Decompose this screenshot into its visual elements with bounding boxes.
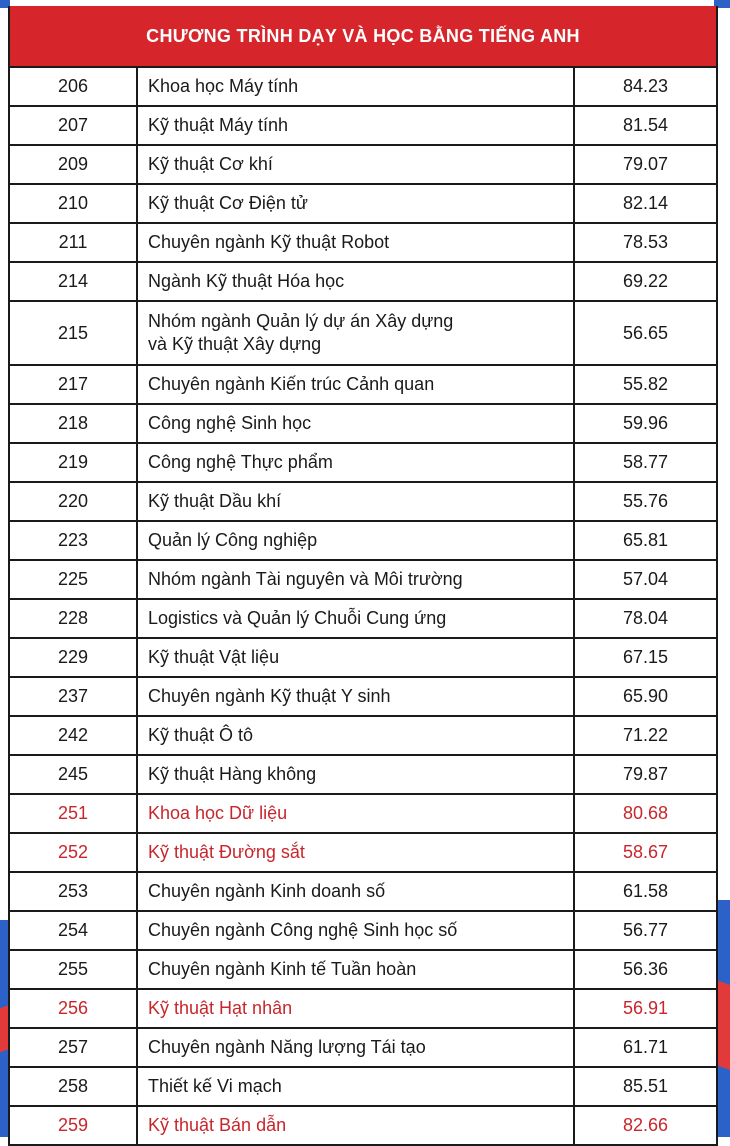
program-code: 210 <box>10 185 138 222</box>
table-row <box>10 483 716 522</box>
program-score: 82.66 <box>622 1115 669 1135</box>
program-code: 223 <box>10 522 138 559</box>
program-code: 242 <box>10 717 138 754</box>
program-name: Kỹ thuật Hàng không <box>138 756 575 793</box>
program-name: Kỹ thuật Vật liệu <box>138 639 575 676</box>
program-score: 85.51 <box>622 1076 669 1096</box>
program-code: 218 <box>10 405 138 442</box>
program-code: 207 <box>10 107 138 144</box>
program-name: Công nghệ Sinh học <box>138 405 575 442</box>
program-code: 214 <box>10 263 138 300</box>
program-code: 259 <box>10 1107 138 1144</box>
program-name: Nhóm ngành Tài nguyên và Môi trường <box>138 561 575 598</box>
program-code: 245 <box>10 756 138 793</box>
program-score: 79.87 <box>622 764 669 784</box>
program-score: 56.91 <box>622 998 669 1018</box>
program-score: 78.53 <box>622 232 669 252</box>
table-row <box>10 990 716 1029</box>
program-score: 61.58 <box>622 881 669 901</box>
program-score: 59.96 <box>622 413 669 433</box>
program-score: 58.77 <box>622 452 669 472</box>
program-code: 206 <box>10 68 138 105</box>
table-row <box>10 600 716 639</box>
program-name: Kỹ thuật Máy tính <box>138 107 575 144</box>
program-name: Kỹ thuật Cơ Điện tử <box>138 185 575 222</box>
program-name: Kỹ thuật Ô tô <box>138 717 575 754</box>
table-row <box>10 185 716 224</box>
program-name: Kỹ thuật Dầu khí <box>138 483 575 520</box>
program-name: Chuyên ngành Kiến trúc Cảnh quan <box>138 366 575 403</box>
program-name: Kỹ thuật Bán dẫn <box>138 1107 575 1144</box>
table-row <box>10 522 716 561</box>
program-name: Thiết kế Vi mạch <box>138 1068 575 1105</box>
table-row <box>10 444 716 483</box>
program-score: 55.76 <box>622 491 669 511</box>
program-code: 215 <box>10 302 138 364</box>
table-row <box>10 224 716 263</box>
table-row <box>10 107 716 146</box>
program-code: 228 <box>10 600 138 637</box>
program-code: 257 <box>10 1029 138 1066</box>
program-code: 251 <box>10 795 138 832</box>
program-score: 67.15 <box>622 647 669 667</box>
program-score: 56.65 <box>622 322 669 343</box>
program-score: 80.68 <box>622 803 669 823</box>
program-score: 71.22 <box>622 725 669 745</box>
program-code: 220 <box>10 483 138 520</box>
table-row <box>10 146 716 185</box>
table-row <box>10 366 716 405</box>
program-code: 225 <box>10 561 138 598</box>
program-name: Chuyên ngành Kỹ thuật Robot <box>138 224 575 261</box>
program-code: 255 <box>10 951 138 988</box>
program-score: 84.23 <box>622 76 669 96</box>
table-row <box>10 756 716 795</box>
program-code: 209 <box>10 146 138 183</box>
program-code: 253 <box>10 873 138 910</box>
program-score: 57.04 <box>622 569 669 589</box>
table-row <box>10 951 716 990</box>
program-code: 237 <box>10 678 138 715</box>
table-row <box>10 1029 716 1068</box>
program-code: 252 <box>10 834 138 871</box>
program-score: 56.77 <box>622 920 669 940</box>
table-row <box>10 873 716 912</box>
program-score: 81.54 <box>622 115 669 135</box>
program-name: Ngành Kỹ thuật Hóa học <box>138 263 575 300</box>
table-title: CHƯƠNG TRÌNH DẠY VÀ HỌC BẰNG TIẾNG ANH <box>10 6 716 68</box>
table-row <box>10 561 716 600</box>
program-code: 258 <box>10 1068 138 1105</box>
program-score: 61.71 <box>622 1037 669 1057</box>
program-name: Chuyên ngành Công nghệ Sinh học số <box>138 912 575 949</box>
table-row <box>10 302 716 366</box>
table-row <box>10 1107 716 1144</box>
program-score: 79.07 <box>622 154 669 174</box>
program-name: Công nghệ Thực phẩm <box>138 444 575 481</box>
table-row <box>10 912 716 951</box>
program-name: Kỹ thuật Đường sắt <box>138 834 575 871</box>
program-score: 78.04 <box>622 608 669 628</box>
program-name: Chuyên ngành Kỹ thuật Y sinh <box>138 678 575 715</box>
table-row <box>10 717 716 756</box>
program-code: 219 <box>10 444 138 481</box>
program-name: Chuyên ngành Kinh tế Tuần hoàn <box>138 951 575 988</box>
table-row <box>10 834 716 873</box>
table-row <box>10 795 716 834</box>
program-score: 82.14 <box>622 193 669 213</box>
table-row <box>10 639 716 678</box>
program-name: Nhóm ngành Quản lý dự án Xây dựng và Kỹ thuật Xây dựng <box>138 302 575 364</box>
table-row <box>10 68 716 107</box>
program-name: Quản lý Công nghiệp <box>138 522 575 559</box>
program-name: Khoa học Dữ liệu <box>138 795 575 832</box>
program-name: Chuyên ngành Năng lượng Tái tạo <box>138 1029 575 1066</box>
program-code: 256 <box>10 990 138 1027</box>
program-code: 211 <box>10 224 138 261</box>
table-row <box>10 678 716 717</box>
table-row <box>10 1068 716 1107</box>
program-code: 217 <box>10 366 138 403</box>
program-score: 65.90 <box>622 686 669 706</box>
program-score: 65.81 <box>622 530 669 550</box>
program-name: Kỹ thuật Cơ khí <box>138 146 575 183</box>
program-code: 254 <box>10 912 138 949</box>
program-name: Kỹ thuật Hạt nhân <box>138 990 575 1027</box>
table-row <box>10 405 716 444</box>
program-score: 58.67 <box>622 842 669 862</box>
program-code: 229 <box>10 639 138 676</box>
program-score: 55.82 <box>622 374 669 394</box>
program-name: Khoa học Máy tính <box>138 68 575 105</box>
table-body <box>10 68 716 1144</box>
table-row <box>10 263 716 302</box>
program-score: 56.36 <box>622 959 669 979</box>
program-name: Chuyên ngành Kinh doanh số <box>138 873 575 910</box>
score-table <box>8 6 718 1146</box>
program-name: Logistics và Quản lý Chuỗi Cung ứng <box>138 600 575 637</box>
program-score: 69.22 <box>622 271 669 291</box>
